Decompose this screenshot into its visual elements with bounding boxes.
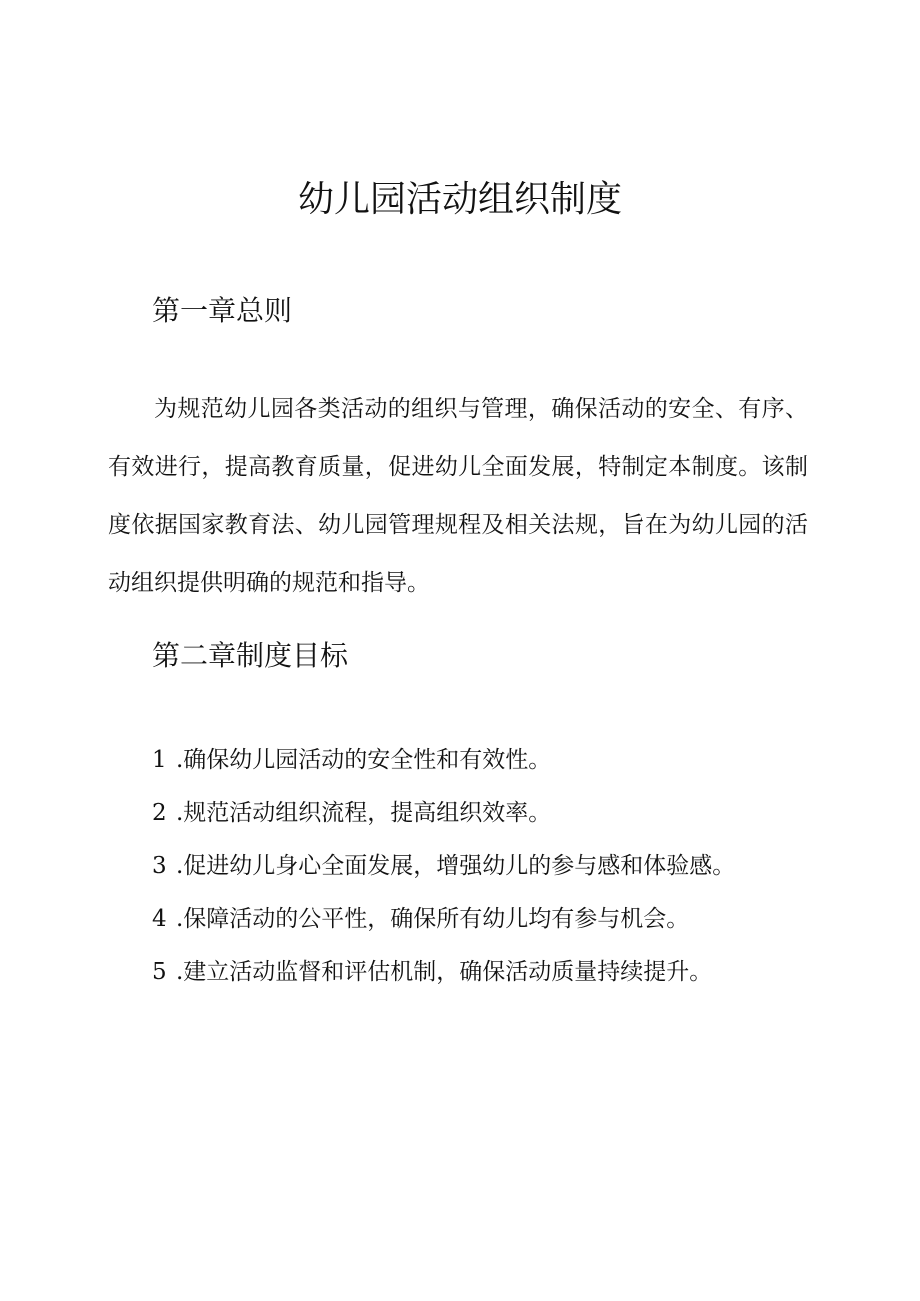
goal-text: .规范活动组织流程，提高组织效率。: [176, 800, 552, 826]
goal-item-5: [152, 948, 735, 1001]
goal-text: .建立活动监督和评估机制，确保活动质量持续提升。: [176, 959, 713, 985]
goal-text: .确保幼儿园活动的安全性和有效性。: [176, 747, 552, 773]
goal-number: 1: [152, 747, 167, 773]
goal-list: [152, 736, 735, 1001]
goal-number: 3: [152, 853, 167, 879]
goal-number: 4: [152, 906, 167, 932]
goal-item-2: [152, 789, 735, 842]
goal-text: .保障活动的公平性，确保所有幼儿均有参与机会。: [176, 906, 690, 932]
chapter-1-heading: 第一章总则: [152, 294, 293, 327]
chapter-2-heading: 第二章制度目标: [152, 639, 349, 672]
goal-text: .促进幼儿身心全面发展，增强幼儿的参与感和体验感。: [176, 853, 736, 879]
goal-number: 5: [152, 959, 167, 985]
chapter-1-paragraph: 为规范幼儿园各类活动的组织与管理，确保活动的安全、有序、有效进行，提高教育质量，促进幼儿全面发展，特制定本制度。该制度依据国家教育法、幼儿园管理规程及相关法规，旨在为幼儿园的活动组织提供明确的规范和指导。: [108, 396, 808, 596]
goal-item-3: [152, 842, 735, 895]
goal-number: 2: [152, 800, 167, 826]
document-title: 幼儿园活动组织制度: [297, 179, 622, 220]
goal-item-1: [152, 736, 735, 789]
goal-item-4: [152, 895, 735, 948]
